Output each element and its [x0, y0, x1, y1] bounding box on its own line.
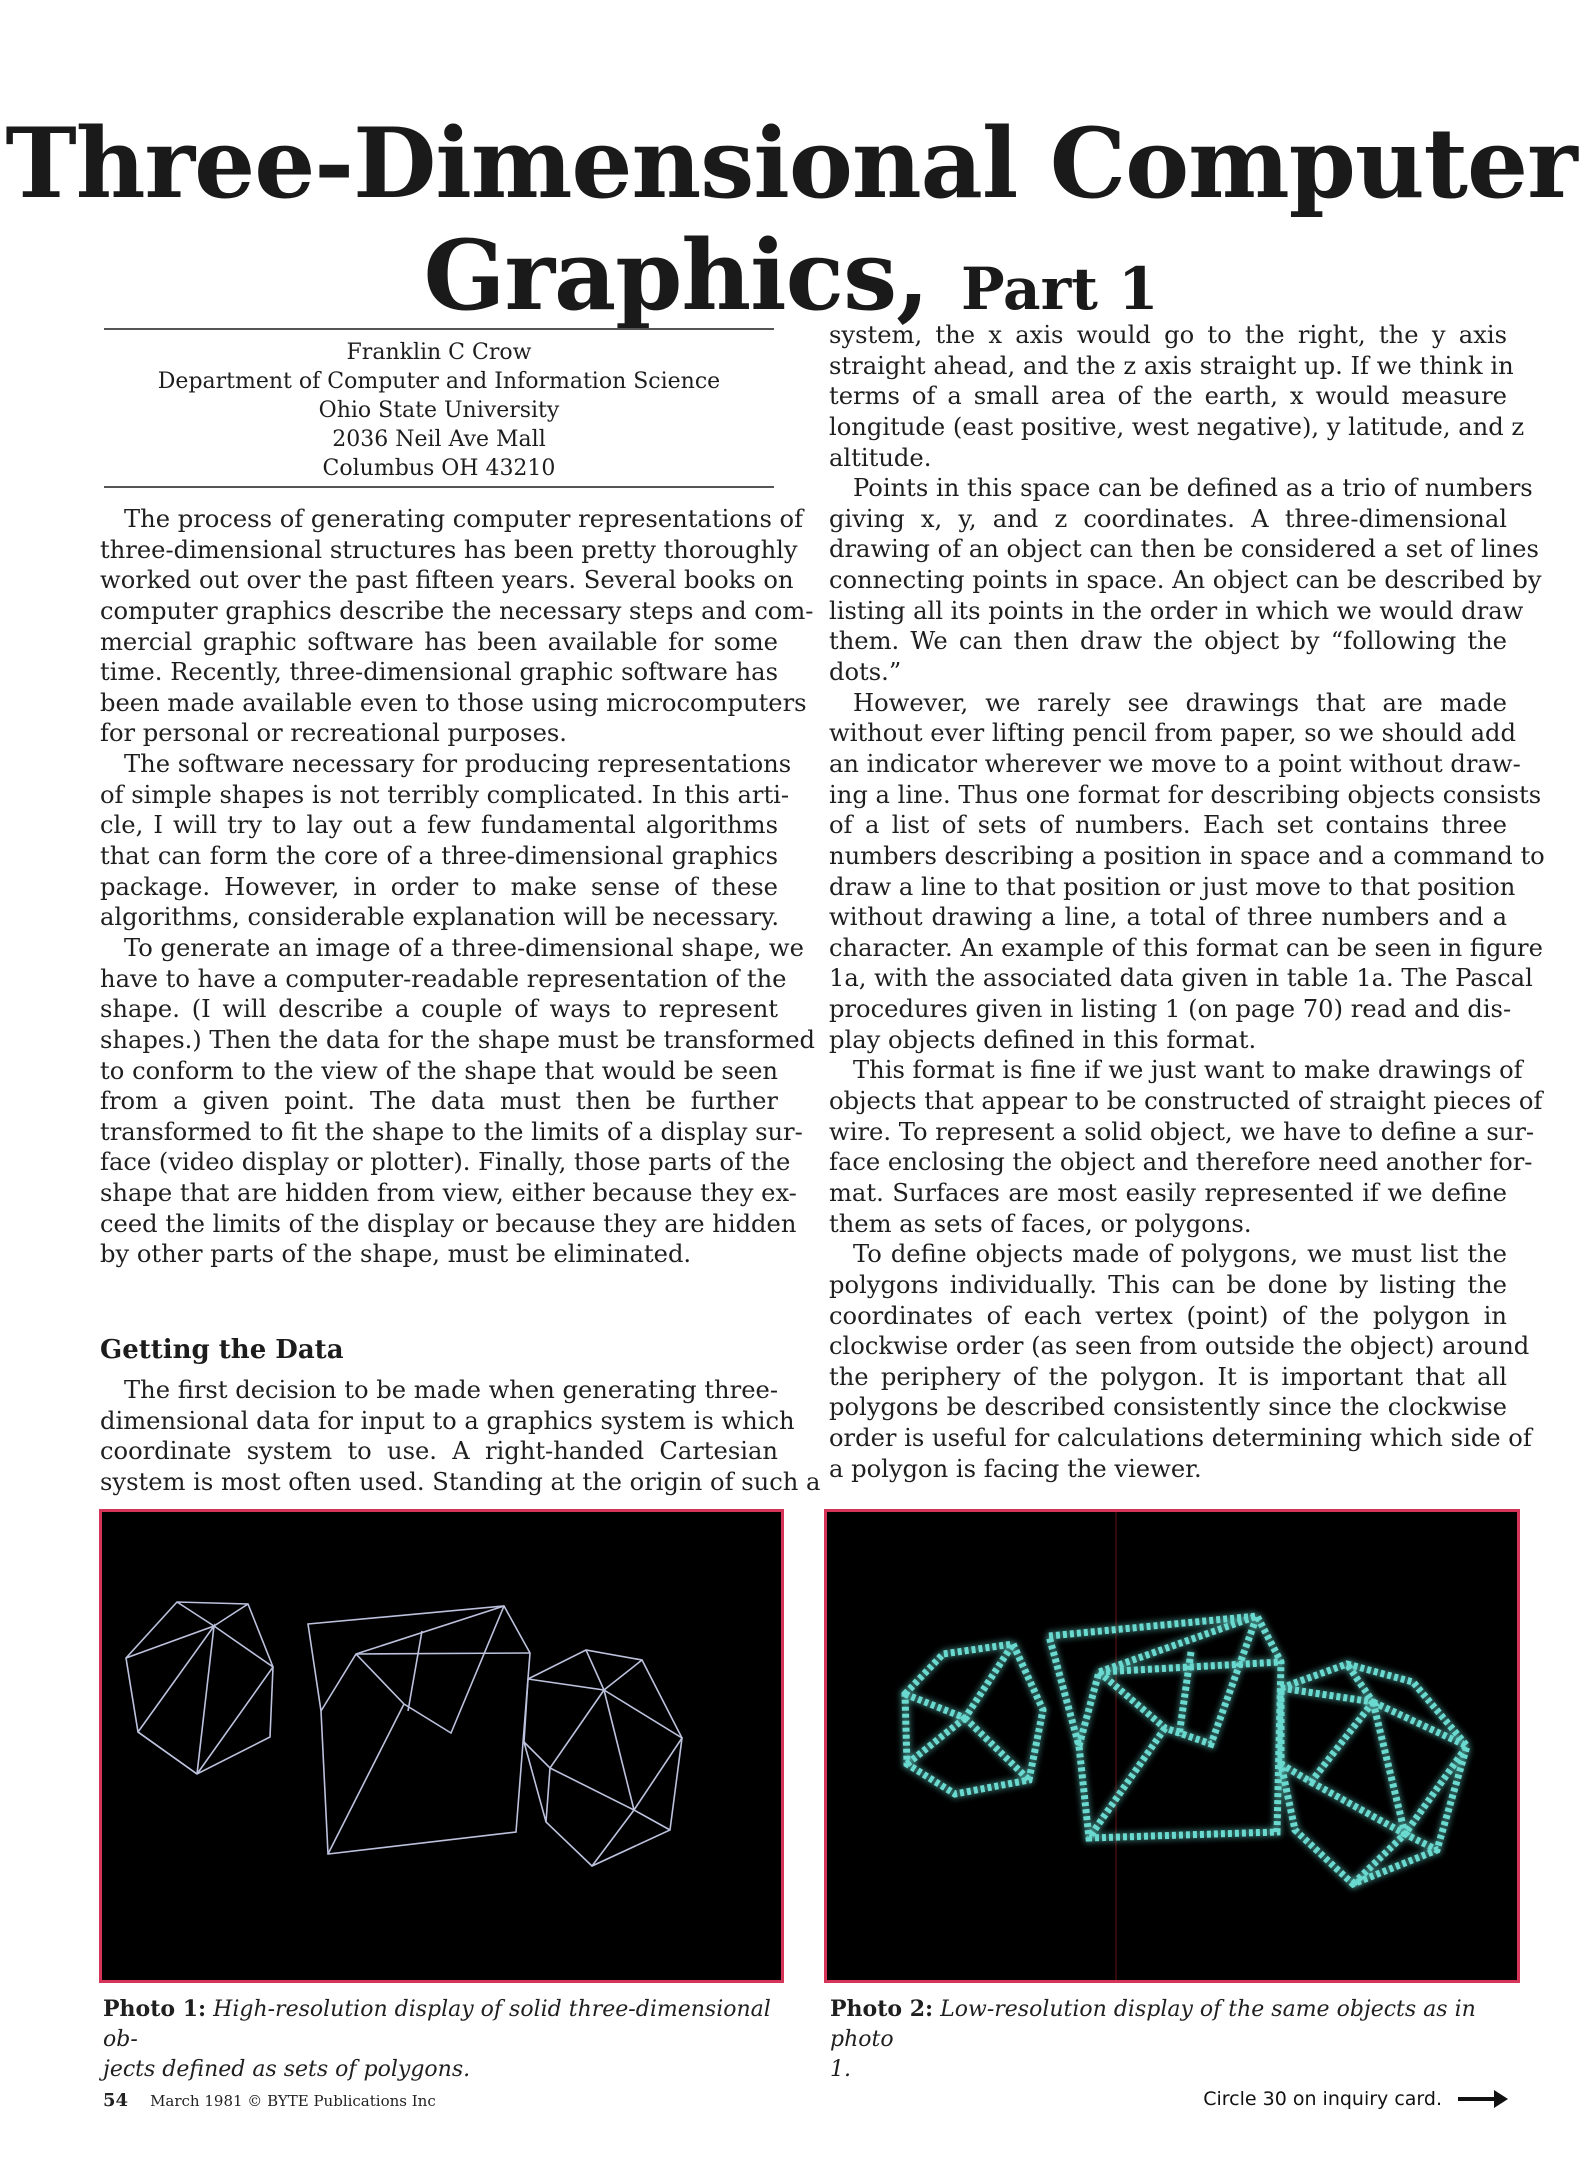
text-line: altitude.: [829, 443, 932, 472]
text-line: cle, I will try to lay out a few fundamental algorithms: [100, 811, 778, 840]
text-line: transformed to fit the shape to the limits of a display sur-: [100, 1117, 803, 1146]
wireframe-image: [102, 1512, 781, 1980]
arrow-right-icon: [1458, 2097, 1502, 2101]
text-line: connecting points in space. An object can be described by: [829, 566, 1542, 595]
section-heading: Getting the Data: [100, 1335, 344, 1365]
text-line: straight ahead, and the z axis straight up. If we think in: [829, 351, 1514, 380]
photo-2-text: Low-resolution display of the same objects as in photo: [830, 1997, 1476, 2052]
footer-right: [1203, 2088, 1502, 2110]
text-line: mat. Surfaces are most easily represented if we define: [829, 1178, 1507, 1207]
text-line: a polygon is facing the viewer.: [829, 1454, 1202, 1483]
photo-2-caption: [830, 1994, 1510, 2085]
footer-left: [103, 2090, 436, 2111]
text-line: longitude (east positive, west negative), y latitude, and z: [829, 412, 1525, 441]
text-line: 1a, with the associated data given in table 1a. The Pascal: [829, 964, 1533, 993]
left-column: [100, 504, 816, 1270]
photo-1-caption: [103, 1994, 783, 2085]
text-line: worked out over the past fifteen years. Several books on: [100, 566, 794, 595]
text-line: of a list of sets of numbers. Each set contains three: [829, 811, 1507, 840]
author-name: Franklin C Crow: [346, 340, 532, 365]
text-line: been made available even to those using microcomputers: [100, 688, 807, 717]
text-line: order is useful for calculations determining which side of: [829, 1424, 1532, 1453]
text-line: To generate an image of a three-dimensional shape, we: [124, 933, 804, 962]
text-line: However, we rarely see drawings that are made: [853, 688, 1507, 717]
photo-1-text: High-resolution display of solid three-dimensional ob-: [103, 1997, 771, 2052]
text-line: coordinate system to use. A right-handed Cartesian: [100, 1437, 778, 1466]
text-line: shape that are hidden from view, either because they ex-: [100, 1179, 797, 1208]
text-line: them. We can then draw the object by “following the: [829, 627, 1507, 656]
text-line: an indicator wherever we move to a point without draw-: [829, 749, 1521, 778]
text-line: wire. To represent a solid object, we have to define a sur-: [829, 1117, 1535, 1146]
text-line: shapes.) Then the data for the shape must be transformed: [100, 1025, 816, 1054]
author-rule-top: [104, 328, 774, 330]
text-line: listing all its points in the order in which we would draw: [829, 596, 1524, 625]
text-line: numbers describing a position in space and a command to: [829, 841, 1545, 870]
text-line: without drawing a line, a total of three numbers and a: [829, 903, 1507, 932]
text-line: shape. (I will describe a couple of ways to represent: [100, 995, 778, 1024]
author-rule-bottom: [104, 486, 774, 488]
wireframe-image: [827, 1512, 1517, 1980]
text-line: coordinates of each vertex (point) of the polygon in: [829, 1301, 1507, 1330]
text-line: draw a line to that position or just move to that position: [829, 872, 1516, 901]
text-line: face (video display or plotter). Finally, those parts of the: [100, 1148, 791, 1177]
author-city: Columbus OH 43210: [322, 456, 556, 481]
text-line: clockwise order (as seen from outside the object) around: [829, 1332, 1530, 1361]
text-line: algorithms, considerable explanation will be necessary.: [100, 903, 780, 932]
author-department: Department of Computer and Information Science: [157, 369, 721, 394]
title-part: Part 1: [960, 255, 1159, 323]
text-line: system is most often used. Standing at the origin of such a: [100, 1467, 821, 1496]
text-line: for personal or recreational purposes.: [100, 719, 567, 748]
text-line: to conform to the view of the shape that would be seen: [100, 1056, 778, 1085]
photo-1-label: Photo 1:: [103, 1996, 207, 2022]
text-line: procedures given in listing 1 (on page 70) read and dis-: [829, 995, 1512, 1024]
photo-1-high-res: [99, 1509, 784, 1983]
photo-2-low-res: [824, 1509, 1520, 1983]
text-line: The software necessary for producing representations: [124, 750, 792, 779]
author-university: Ohio State University: [318, 398, 560, 423]
text-line: without ever lifting pencil from paper, so we should add: [829, 719, 1517, 748]
article-title: [0, 108, 1582, 345]
text-line: the periphery of the polygon. It is important that all: [829, 1362, 1507, 1391]
text-line: face enclosing the object and therefore need another for-: [829, 1148, 1533, 1177]
text-line: mercial graphic software has been available for some: [100, 627, 778, 656]
text-line: three-dimensional structures has been pretty thoroughly: [100, 535, 798, 564]
text-line: system, the x axis would go to the right, the y axis: [829, 321, 1507, 349]
photo-2-text-2: 1.: [830, 2057, 851, 2082]
text-line: ing a line. Thus one format for describing objects consists: [829, 780, 1542, 809]
text-line: ceed the limits of the display or because they are hidden: [100, 1209, 797, 1238]
text-line: have to have a computer-readable representation of the: [100, 964, 787, 993]
text-line: them as sets of faces, or polygons.: [829, 1209, 1252, 1238]
footer-date: March 1981 © BYTE Publications Inc: [150, 2092, 436, 2110]
photo-2-label: Photo 2:: [830, 1996, 934, 2022]
inquiry-text: Circle 30 on inquiry card.: [1203, 2088, 1442, 2110]
right-column: [829, 320, 1545, 1484]
text-line: by other parts of the shape, must be eliminated.: [100, 1240, 692, 1269]
title-line-1: Three-Dimensional Computer: [5, 107, 1577, 220]
text-line: dimensional data for input to a graphics system is which: [100, 1406, 795, 1435]
text-line: time. Recently, three-dimensional graphic software has: [100, 658, 778, 687]
text-line: objects that appear to be constructed of straight pieces of: [829, 1087, 1543, 1116]
text-line: computer graphics describe the necessary steps and com-: [100, 596, 814, 625]
text-line: Points in this space can be defined as a trio of numbers: [853, 474, 1533, 503]
text-line: The process of generating computer representations of: [124, 505, 804, 533]
text-line: character. An example of this format can be seen in figure: [829, 933, 1543, 962]
text-line: that can form the core of a three-dimensional graphics: [100, 842, 778, 871]
text-line: play objects defined in this format.: [829, 1025, 1257, 1054]
text-line: terms of a small area of the earth, x would measure: [829, 382, 1507, 411]
text-line: This format is fine if we just want to make drawings of: [853, 1056, 1523, 1085]
text-line: giving x, y, and z coordinates. A three-dimensional: [829, 504, 1507, 533]
left-column-continued: [100, 1375, 821, 1498]
author-street: 2036 Neil Ave Mall: [332, 427, 546, 452]
text-line: polygons be described consistently since the clockwise: [829, 1393, 1507, 1422]
text-line: dots.”: [829, 658, 902, 687]
text-line: from a given point. The data must then be further: [100, 1087, 778, 1116]
page-number: 54: [103, 2090, 129, 2111]
text-line: of simple shapes is not terribly complicated. In this arti-: [100, 780, 790, 809]
text-line: drawing of an object can then be considered a set of lines: [829, 535, 1539, 564]
text-line: package. However, in order to make sense of these: [100, 872, 778, 901]
photo-1-text-2: jects defined as sets of polygons.: [103, 2057, 471, 2082]
title-graphics: Graphics,: [423, 219, 929, 332]
text-line: The first decision to be made when generating three-: [124, 1376, 778, 1404]
text-line: polygons individually. This can be done by listing the: [829, 1270, 1507, 1299]
author-block: [104, 338, 774, 483]
text-line: To define objects made of polygons, we must list the: [853, 1240, 1507, 1269]
